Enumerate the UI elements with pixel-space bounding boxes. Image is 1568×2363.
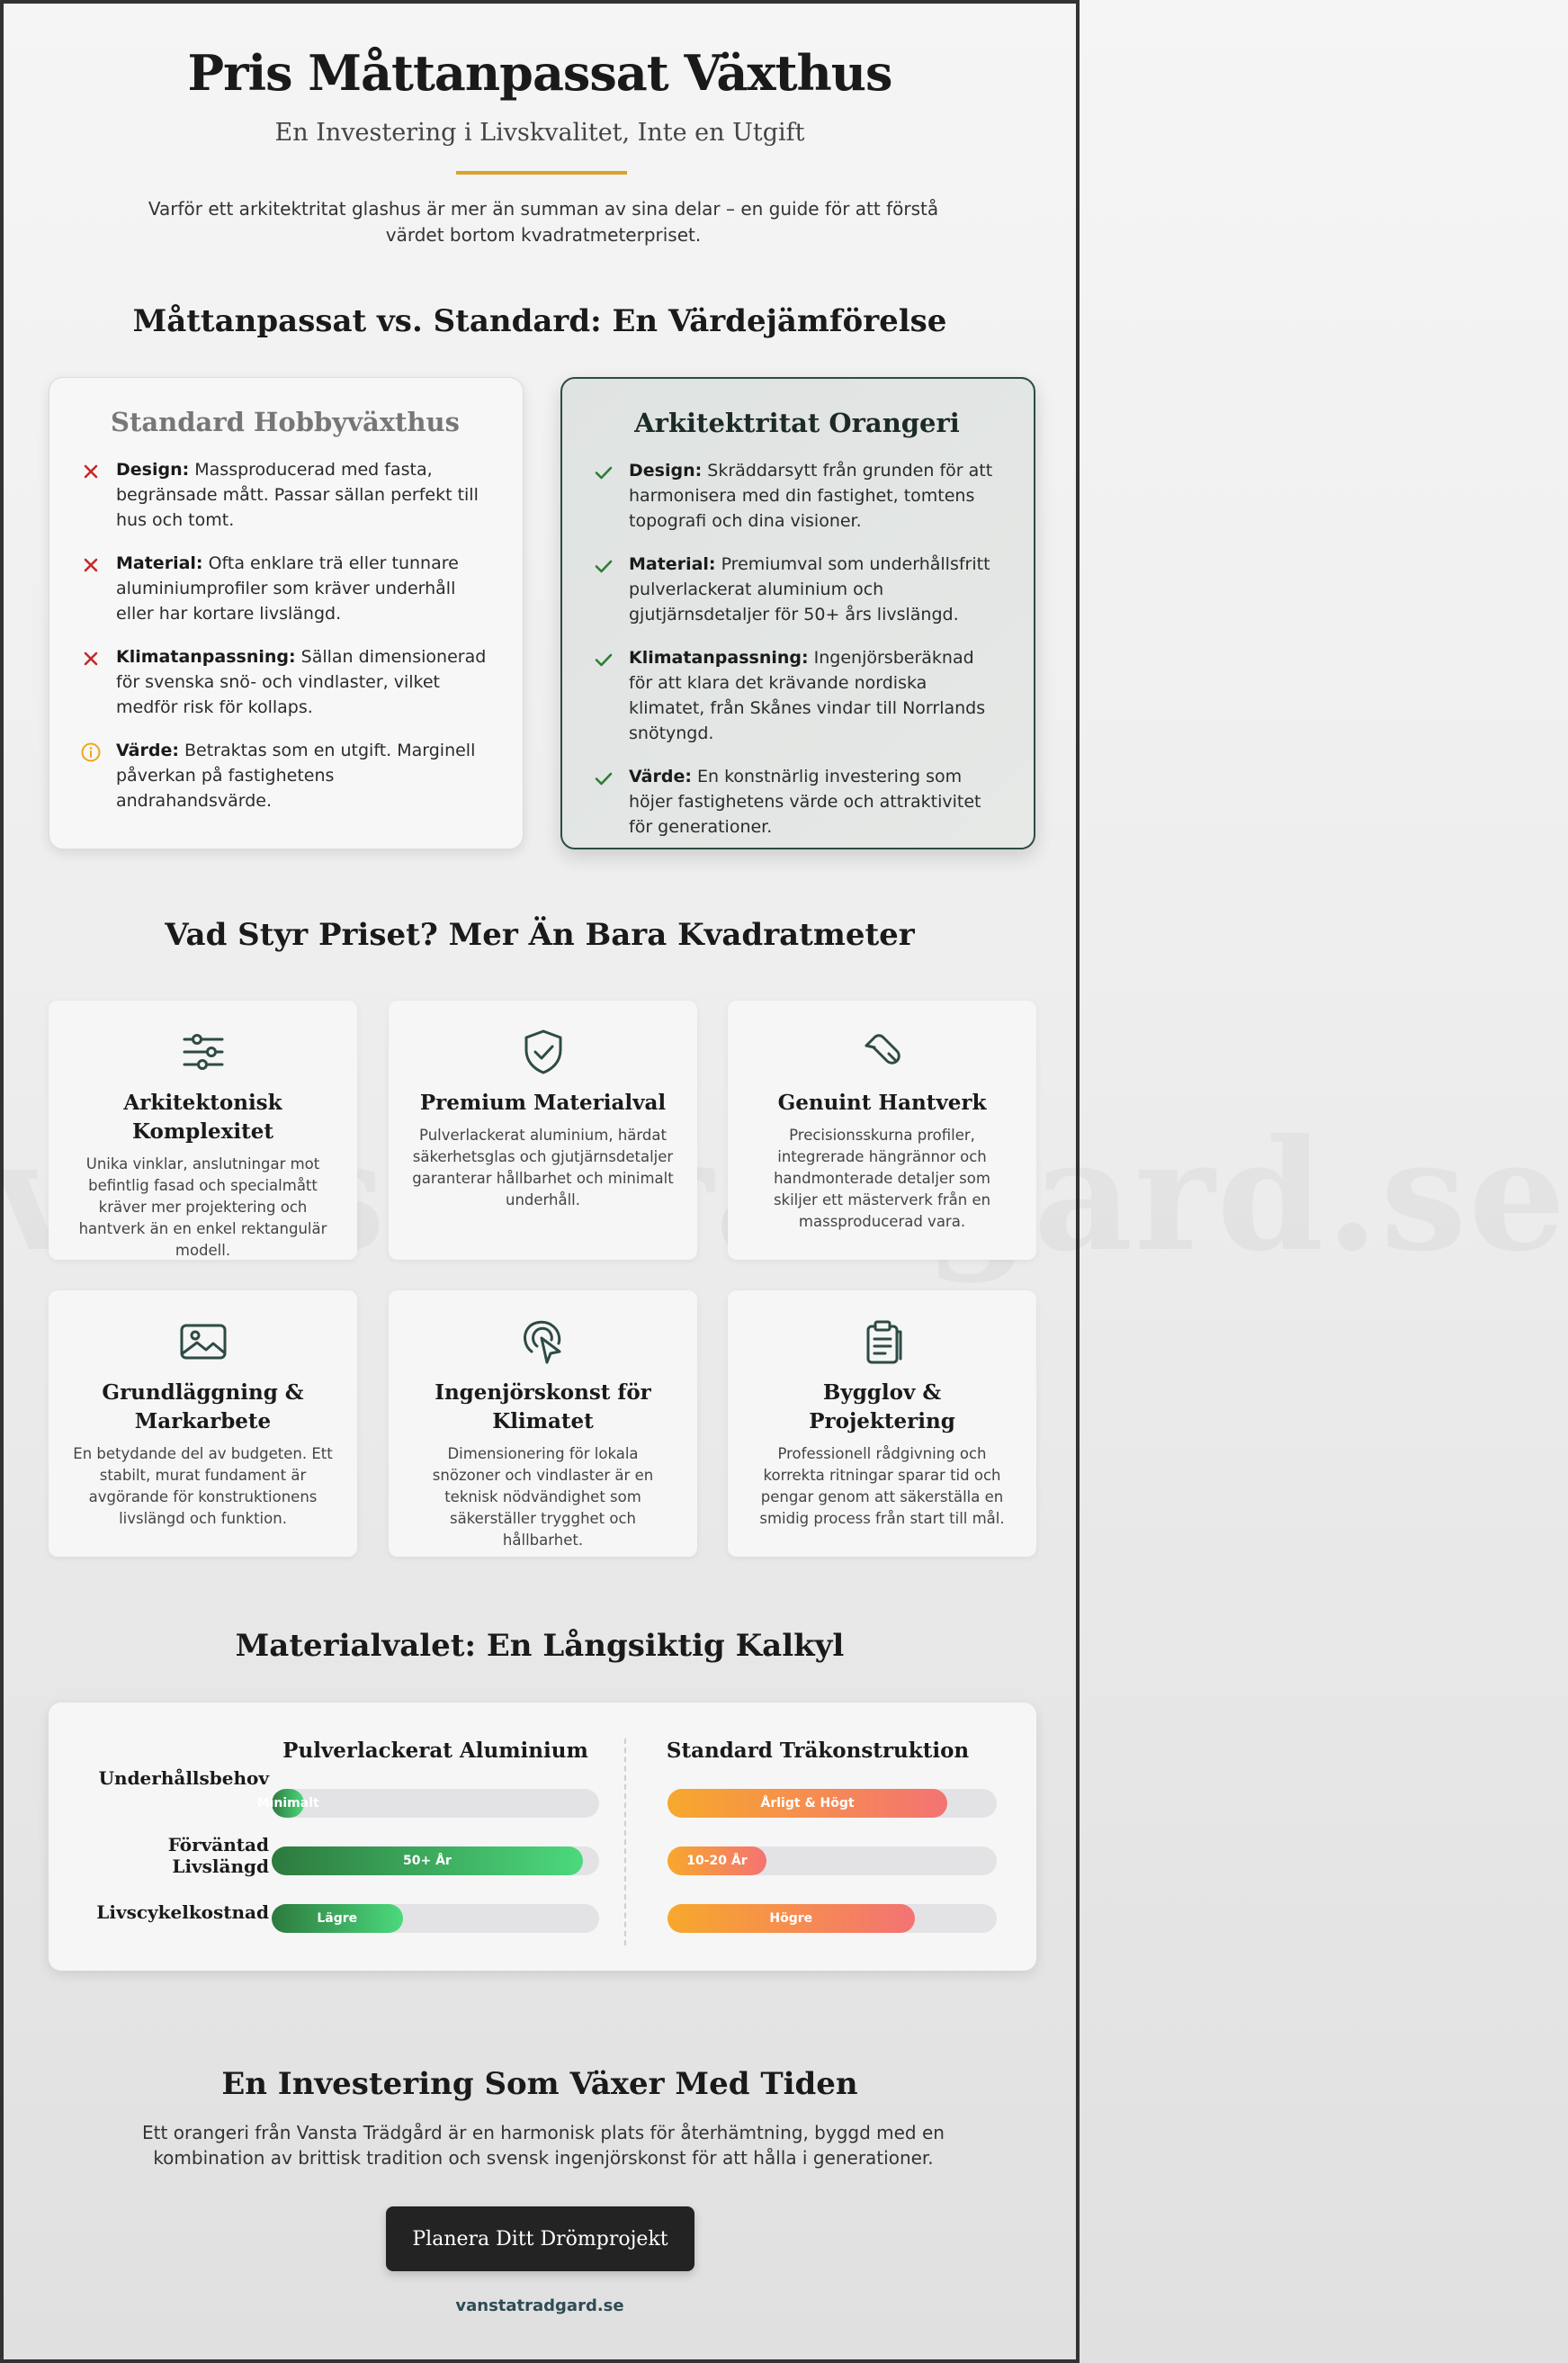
standard-item-material (80, 551, 490, 626)
row-label-lifespan: Förväntad Livslängd (167, 1834, 269, 1877)
architect-card-title: Arkitektritat Orangeri (634, 408, 960, 438)
factor-desc: Pulverlackerat aluminium, härdat säkerhetsglas och gjutjärnsdetaljer garanterar hållbarhet och minimalt underhåll. (412, 1127, 674, 1208)
check-icon (593, 649, 614, 670)
cross-icon (80, 461, 102, 482)
check-icon (593, 555, 614, 577)
row-label-maintenance: Underhållsbehov (98, 1767, 269, 1789)
factor-title: Bygglov & Projektering (809, 1380, 955, 1433)
item-text: Ingenjörsberäknad för att klara det krävande nordiska klimatet, från Skånes vindar till Norrlands snötyngd. (629, 648, 986, 743)
item-text: En konstnärlig investering som höjer fastighetens värde och attraktivitet för generationer. (629, 767, 981, 837)
check-icon (593, 462, 614, 483)
architect-item-value (593, 764, 1001, 840)
tool-icon (856, 1026, 909, 1078)
item-text: Sällan dimensionerad för svenska snö- och vindlaster, vilket medför risk för kollaps. (116, 647, 487, 717)
factor-title: Ingenjörskonst för Klimatet (435, 1380, 651, 1433)
item-text: Massproducerad med fasta, begränsade mått. Passar sällan perfekt till hus och tomt. (116, 460, 479, 530)
check-icon (593, 768, 614, 789)
factor-card-permit (728, 1290, 1036, 1557)
materials-heading: Materialvalet: En Långsiktig Kalkyl (235, 1628, 845, 1664)
image-icon (177, 1316, 229, 1368)
factor-card-foundation (49, 1290, 357, 1557)
comparison-heading: Måttanpassat vs. Standard: En Värdejämförelse (132, 303, 947, 339)
standard-card (49, 377, 524, 849)
architect-card (560, 377, 1035, 849)
factor-desc: Precisionsskurna profiler, integrerade hängrännor och handmonterade detaljer som skiljer ett mästerverk från en massproducerad vara. (773, 1127, 991, 1230)
factor-card-craft (728, 1001, 1036, 1260)
bar-track (668, 1789, 997, 1818)
item-label: Värde: (116, 741, 179, 760)
column-heading-aluminium: Pulverlackerat Aluminium (282, 1739, 588, 1763)
materials-panel (49, 1703, 1036, 1971)
standard-item-value (80, 738, 490, 813)
bar-track (272, 1846, 599, 1875)
aluminium-lifespan-bar: 50+ År (272, 1846, 583, 1875)
clipboard-icon (856, 1316, 909, 1368)
item-text: Ofta enklare trä eller tunnare aluminiumprofiler som kräver underhåll eller har kortare livslängd. (116, 553, 459, 624)
item-text: Betraktas som en utgift. Marginell påverkan på fastighetens andrahandsvärde. (116, 741, 476, 811)
wood-lifespan-bar: 10-20 År (668, 1846, 766, 1875)
cross-icon (80, 554, 102, 576)
factor-desc: Dimensionering för lokala snözoner och vindlaster är en teknisk nödvändighet som säkerställer trygghet och hållbarhet. (432, 1445, 654, 1549)
item-text: Skräddarsytt från grunden för att harmonisera med din fastighet, tomtens topografi och dina visioner. (629, 461, 993, 531)
item-label: Värde: (629, 767, 692, 786)
row-label-lifecycle-cost: Livscykelkostnad (96, 1901, 269, 1923)
shield-check-icon (517, 1026, 569, 1078)
bar-track (668, 1846, 997, 1875)
factor-desc: Professionell rådgivning och korrekta ritningar sparar tid och pengar genom att säkerställa en smidig process från start till mål. (759, 1445, 1005, 1527)
standard-item-climate (80, 644, 490, 720)
page-title: Pris Måttanpassat Växthus (187, 44, 892, 102)
item-label: Design: (629, 461, 703, 481)
factors-heading: Vad Styr Priset? Mer Än Bara Kvadratmeter (165, 917, 915, 953)
closing-text: Ett orangeri från Vansta Trädgård är en harmonisk plats för återhämtning, byggd med en kombination av brittisk tradition och svensk ingenjörskonst för att hålla i generationer. (142, 2122, 945, 2169)
item-label: Material: (116, 553, 203, 573)
item-label: Material: (629, 554, 716, 574)
accent-divider (456, 171, 627, 175)
wood-cost-bar: Högre (668, 1904, 915, 1933)
factor-desc: Unika vinklar, anslutningar mot befintlig fasad och specialmått kräver mer projektering och hantverk än en enkel rektangulär modell. (78, 1155, 327, 1259)
wood-maintenance-bar: Årligt & Högt (668, 1789, 947, 1818)
bar-track (668, 1904, 997, 1933)
factor-title: Arkitektonisk Komplexitet (123, 1091, 282, 1144)
aluminium-cost-bar: Lägre (272, 1904, 403, 1933)
column-heading-wood: Standard Träkonstruktion (666, 1739, 970, 1763)
intro-text: Varför ett arkitektritat glashus är mer än summan av sina delar – en guide för att förstå värdet bortom kvadratmeterpriset. (148, 198, 939, 246)
item-label: Klimatanpassning: (116, 647, 296, 667)
bar-track (272, 1904, 599, 1933)
item-text: Premiumval som underhållsfritt pulverlackerat aluminium och gjutjärnsdetaljer för 50+ års livslängd. (629, 554, 990, 624)
website-link[interactable]: vanstatradgard.se (455, 2296, 624, 2315)
aluminium-maintenance-bar: Minimalt (272, 1789, 304, 1818)
architect-item-climate (593, 645, 1001, 746)
architect-item-material (593, 552, 1001, 627)
factor-card-complexity (49, 1001, 357, 1260)
standard-item-design (80, 457, 490, 533)
pointer-click-icon (517, 1316, 569, 1368)
info-icon (80, 741, 102, 763)
architect-item-design (593, 458, 1001, 534)
item-label: Klimatanpassning: (629, 648, 809, 668)
factor-card-engineering (389, 1290, 697, 1557)
plan-project-button[interactable]: Planera Ditt Drömprojekt (386, 2206, 694, 2271)
factor-title: Premium Materialval (419, 1091, 667, 1115)
standard-card-title: Standard Hobbyväxthus (111, 407, 460, 437)
column-divider (624, 1739, 626, 1945)
factor-desc: En betydande del av budgeten. Ett stabilt, murat fundament är avgörande för konstruktionens livslängd och funktion. (73, 1445, 333, 1527)
cross-icon (80, 648, 102, 669)
factor-title: Grundläggning & Markarbete (102, 1380, 304, 1433)
factor-card-materials (389, 1001, 697, 1260)
bar-track (256, 1789, 599, 1818)
closing-heading: En Investering Som Växer Med Tiden (221, 2066, 858, 2102)
page-subtitle: En Investering i Livskvalitet, Inte en Utgift (274, 119, 805, 147)
item-label: Design: (116, 460, 190, 480)
sliders-icon (177, 1026, 229, 1078)
factor-title: Genuint Hantverk (777, 1091, 987, 1115)
